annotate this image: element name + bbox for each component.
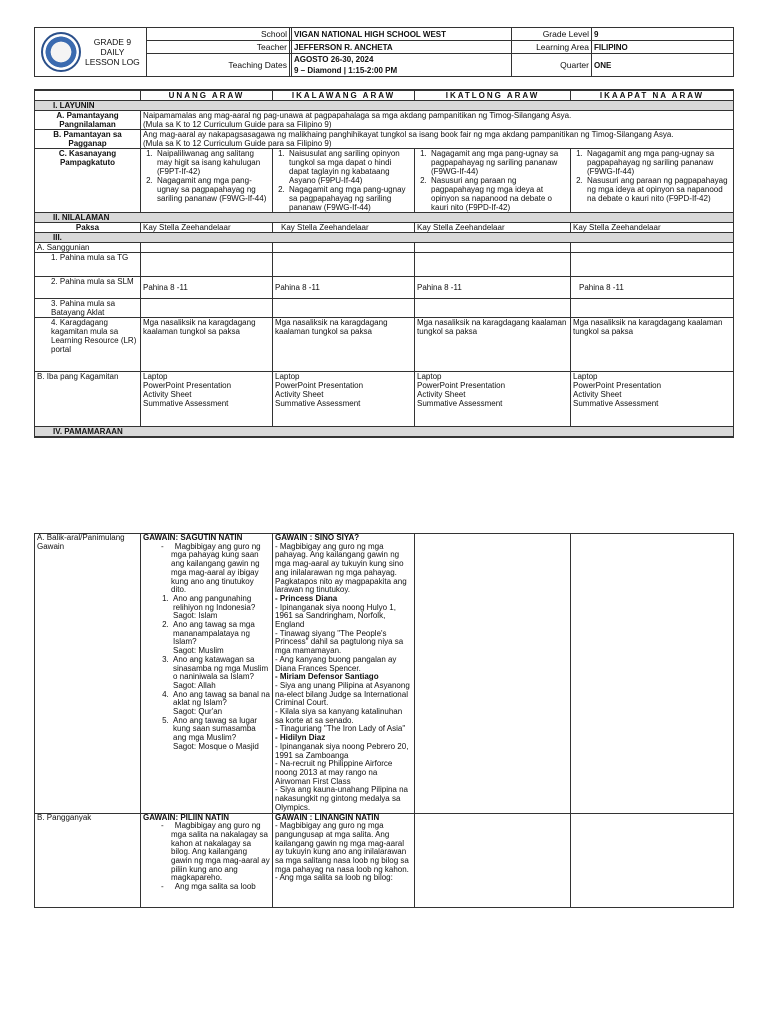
dates-label: Teaching Dates (147, 54, 290, 77)
sino-siya-line: - Ang kanyang buong pangalan ay Diana Frances Spencer. (275, 654, 397, 673)
grade-level-label: Grade Level (512, 28, 592, 41)
slm-cell: Pahina 8 -11 (141, 277, 273, 299)
lr-cell: Mga nasaliksik na karagdagang kaalaman tungkol sa paksa (141, 318, 273, 372)
header-table (34, 27, 734, 77)
pamantayan-sa-pagganap: Ang mag-aaral ay nakapagsasagawa ng malikhaing panghihikayat tungkol sa isang book fair ng mga akdang pampanitikan ng Timog-Silangang Asya. (Mula sa K to 12 Curriculum Guide para sa Filipino 9) (141, 130, 734, 149)
teacher-value: JEFFERSON R. ANCHETA (292, 41, 512, 54)
pamantayang-pangnilalaman: Naipamamalas ang mag-aaral ng pag-unawa at pagpapahalaga sa mga akdang pampanitikan ng Timog-Silangang Asya. (Mula sa K to 12 Curriculum Guide para sa Filipino 9) (141, 111, 734, 130)
sino-siya-line: - Ipinanganak siya noong Hulyo 1, 1961 sa Sandringham, Norfolk, England (275, 602, 396, 630)
slm-cell: Pahina 8 -11 (571, 277, 734, 299)
lesson-table (34, 89, 734, 438)
sino-siya-line: - Na-recruit ng Philippine Airforce noong 2013 at may rango na Airwoman First Class (275, 759, 393, 786)
sino-siya-line: - Ipinanganak siya noong Pebrero 20, 1991 sa Zamboanga (275, 741, 409, 760)
pangganyak-day3 (415, 813, 571, 907)
kagamitan-cell: Laptop PowerPoint Presentation Activity Sheet Summative Assessment (141, 372, 273, 427)
day-header: UNANG ARAW (141, 90, 273, 101)
kasanayan-day2: 1. Naisusulat ang sariling opinyon tungkol sa mga dapat o hindi dapat taglayin ng kabataang Asyano (F9PU-If-44) 2. Nagagamit ang mga pang-ugnay sa pagpapahayag ng sariling pananaw (F9WG-If-44) (273, 149, 415, 213)
paksa-cell: Kay Stella Zeehandelaar (273, 223, 415, 233)
sino-siya-line: - Tinaguriang "The Iron Lady of Asia" (275, 724, 406, 734)
section-iii: III. (35, 233, 734, 243)
paksa-cell: Kay Stella Zeehandelaar (141, 223, 273, 233)
section-layunin: I. LAYUNIN (35, 101, 734, 111)
row-label: 3. Pahina mula sa Batayang Aklat (35, 299, 141, 318)
row-label: A. Pamantayang Pangnilalaman (35, 111, 141, 130)
row-label: B. Pamantayan sa Pagganap (35, 130, 141, 149)
row-label: A. Sanggunian (35, 243, 141, 253)
pamamaraan-table (34, 533, 734, 908)
lr-cell: Mga nasaliksik na karagdagang kaalaman tungkol sa paksa (415, 318, 571, 372)
grade-level-value: 9 (592, 28, 734, 41)
pangganyak-day1: GAWAIN: PILIIN NATIN - Magbibigay ang guro ng mga salita na nakalagay sa kahon at nakalagay sa bilog. Ang kailangang gawin ng mga mag-aaral ay piliin kung ano ang magkapareho. - Ang mga salita sa loob (141, 813, 273, 907)
logo-cell (35, 28, 147, 77)
kasanayan-day1: 1. Naipaliliwanag ang salitang may higit sa isang kahulugan (F9PT-If-42) 2. Nagagamit ang mga pang-ugnay sa pagpapahayag ng sariling pananaw (F9WG-If-44) (141, 149, 273, 213)
row-label: 2. Pahina mula sa SLM (35, 277, 141, 299)
row-label: B. Iba pang Kagamitan (35, 372, 141, 427)
teacher-label: Teacher (147, 41, 290, 54)
sino-siya-line: - Kilala siya sa kanyang katalinuhan sa korte at sa senado. (275, 707, 403, 725)
row-label: B. Pangganyak (35, 813, 141, 907)
kasanayan-day4: 1. Nagagamit ang mga pang-ugnay sa pagpapahayag ng sariling pananaw (F9WG-If-44) 2. Nasusuri ang paraan ng pagpapahayag ng mga ideya at opinyon sa napanood na debate o kauri nito (F9PD-If-42) (571, 149, 734, 213)
kagamitan-cell: Laptop PowerPoint Presentation Activity Sheet Summative Assessment (571, 372, 734, 427)
slm-cell: Pahina 8 -11 (415, 277, 571, 299)
balik-aral-day3 (415, 534, 571, 814)
quarter-label: Quarter (512, 54, 592, 77)
paksa-cell: Kay Stella Zeehandelaar (571, 223, 734, 233)
sino-siya-line: - Magbibigay ang guro ng mga pahayag. Ang kailangang gawin ng mga mag-aaral ay tukuyin kung sino ang inilalarawan ng mga pahayag. Pagkatapos nito ay magpapakita ang larawan ng tinutukoy. (275, 541, 407, 595)
sino-siya-line: - Siya ang kauna-unahang Pilipina na nakasungkit ng gintong medalya sa Olympics. (275, 785, 408, 812)
day-header: IKATLONG ARAW (415, 90, 571, 101)
kagamitan-cell: Laptop PowerPoint Presentation Activity Sheet Summative Assessment (415, 372, 571, 427)
row-label: 4. Karagdagang kagamitan mula sa Learning Resource (LR) portal (35, 318, 141, 372)
school-label: School (147, 28, 290, 41)
sino-siya-line: - Miriam Defensor Santiago (275, 672, 379, 682)
sino-siya-line: - Hidilyn Diaz (275, 733, 326, 743)
section-pamamaraan: IV. PAMAMARAAN (35, 427, 734, 438)
balik-aral-day2: GAWAIN : SINO SIYA? - Magbibigay ang guro ng mga pahayag. Ang kailangang gawin ng mga mag-aaral ay tukuyin kung sino ang inilalarawan ng mga pahayag. Pagkatapos nito ay magpapakita ang larawan ng tinutukoy. - Princess Diana - Ipinanganak siya noong Hulyo 1, 1961 sa Sandringham, Norfolk, England - Tinawag siyang "The People's Princess" dahil sa pagtulong niya sa mga mamamayan. - Ang kanyang buong pangalan ay Diana Frances Spencer. - Miriam Defensor Santiago - Siya ang unang Pilipina at Asyanong na-elect bilang Judge sa International Criminal Court. - Kilala siya sa kanyang katalinuhan sa korte at sa senado. - Tinaguriang "The Iron Lady of Asia" - Hidilyn Diaz - Ipinanganak siya noong Pebrero 20, 1991 sa Zamboanga - Na-recruit ng Philippine Airforce noong 2013 at may rango na Airwoman First Class - Siya ang kauna-unahang Pilipina na nakasungkit ng gintong medalya sa Olympics. (273, 534, 415, 814)
row-label: C. Kasanayang Pampagkatuto (35, 149, 141, 213)
pangganyak-day2: GAWAIN : LINANGIN NATIN - Magbibigay ang guro ng mga pangungusap at mga salita. Ang kailangang gawin ng mga mag-aaral ay tukuyin kung ano ang inilalarawan sa mga salitang nasa loob ng bilog sa mga pahayag na nasa loob ng kahon. - Ang mga salita sa loob ng bilog: (273, 813, 415, 907)
day-header: IKALAWANG ARAW (273, 90, 415, 101)
balik-aral-day4 (571, 534, 734, 814)
pangganyak-day4 (571, 813, 734, 907)
row-label: 1. Pahina mula sa TG (35, 253, 141, 277)
deped-seal-icon (41, 32, 81, 72)
lr-cell: Mga nasaliksik na karagdagang kaalaman tungkol sa paksa (273, 318, 415, 372)
area-value: FILIPINO (592, 41, 734, 54)
row-label: A. Balik-aral/Panimulang Gawain (35, 534, 141, 814)
paksa-cell: Kay Stella Zeehandelaar (415, 223, 571, 233)
section-nilalaman: II. NILALAMAN (35, 213, 734, 223)
kasanayan-day3: 1. Nagagamit ang mga pang-ugnay sa pagpapahayag ng sariling pananaw (F9WG-If-44) 2. Nasusuri ang paraan ng pagpapahayag ng mga ideya at opinyon sa napanood na debate o kauri nito (F9PD-If-42) (415, 149, 571, 213)
row-label: Paksa (35, 223, 141, 233)
slm-cell: Pahina 8 -11 (273, 277, 415, 299)
quarter-value: ONE (592, 54, 734, 77)
dates-value: AGOSTO 26-30, 2024 9 – Diamond | 1:15-2:00 PM (292, 54, 512, 77)
balik-aral-day1: GAWAIN: SAGUTIN NATIN - Magbibigay ang guro ng mga pahayag kung saan ang kailangang gawin ng mga mag-aaral ay ibigay kung ano ang tinutukoy dito. 1. Ano ang pangunahing relihiyon ng Indonesia? Sagot: Islam 2. Ano ang tawag sa mga mananampalataya ng Islam? Sagot: Muslim 3. Ano ang katawagan sa sinasamba ng mga Muslim o naniniwala sa Islam? Sagot: Allah 4. Ano ang tawag sa banal na aklat ng Islam? Sagot: Qur'an 5. Ano ang tawag sa lugar kung saan sumasamba ang mga Muslim? Sagot: Mosque o Masjid (141, 534, 273, 814)
day-header: IKAAPAT NA ARAW (571, 90, 734, 101)
sino-siya-line: - Siya ang unang Pilipina at Asyanong na-elect bilang Judge sa International Criminal Court. (275, 680, 410, 708)
sino-siya-line: - Princess Diana (275, 593, 338, 603)
school-value: VIGAN NATIONAL HIGH SCHOOL WEST (292, 28, 512, 41)
dll-title: GRADE 9 DAILY LESSON LOG (85, 37, 140, 67)
lr-cell: Mga nasaliksik na karagdagang kaalaman tungkol sa paksa (571, 318, 734, 372)
area-label: Learning Area (512, 41, 592, 54)
sino-siya-line: - Tinawag siyang "The People's Princess" dahil sa pagtulong niya sa mga mamamayan. (275, 628, 404, 656)
kagamitan-cell: Laptop PowerPoint Presentation Activity Sheet Summative Assessment (273, 372, 415, 427)
